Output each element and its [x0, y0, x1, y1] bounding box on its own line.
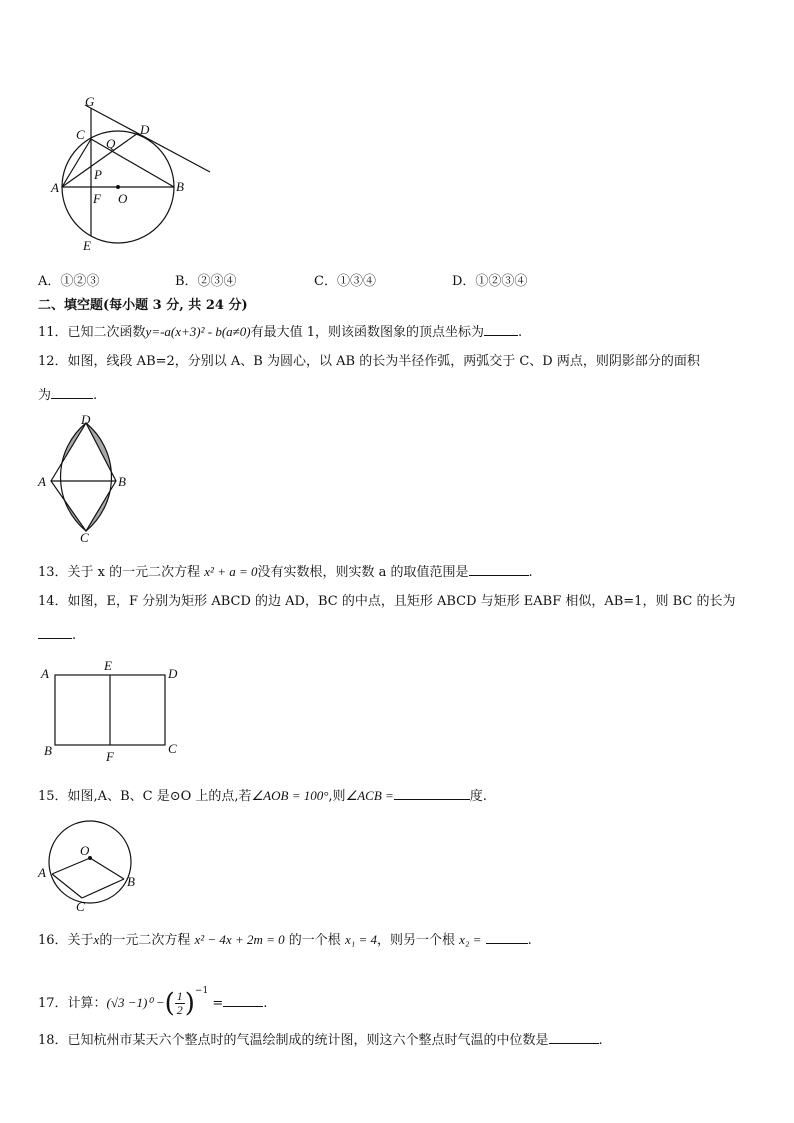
fraction-numerator: 1: [176, 989, 183, 1003]
question-16: 16．关于x的一元二次方程 x² − 4x + 2m = 0 的一个根 x₁ = 4，则另一个根 x₂ = .: [38, 929, 532, 951]
option-a: A．①②③: [38, 274, 100, 289]
option-b: B．②③④: [175, 274, 237, 289]
question-12-line1: 12．如图，线段 AB=2，分别以 A、B 为圆心，以 AB 的长为半径作弧，两弧交于 C、D 两点，则阴影部分的面积: [38, 354, 700, 369]
label-b: B: [118, 474, 126, 489]
question-18: 18．已知杭州市某天六个整点时的气温绘制成的统计图，则这六个整点时气温的中位数是 .: [38, 1029, 603, 1051]
answer-blank[interactable]: [484, 321, 518, 336]
answer-blank[interactable]: [51, 384, 93, 399]
label-e: E: [104, 658, 112, 673]
label-d: D: [81, 414, 91, 427]
question-17: 17．计算：(√3 −1)⁰ −( $\frac{1}{2}$ )$^{-1}$ = .: [38, 986, 268, 1019]
option-d: D．①②③④: [452, 274, 528, 289]
label-f: F: [106, 749, 114, 764]
label-q: Q: [106, 136, 116, 151]
label-o: O: [80, 843, 90, 858]
question-14-line2: .: [38, 624, 76, 646]
label-d: D: [140, 122, 150, 137]
figure-q12: [34, 414, 134, 544]
figure-q14: [34, 655, 194, 765]
label-c: C: [80, 530, 89, 544]
label-o: O: [118, 191, 128, 206]
answer-blank[interactable]: [549, 1029, 599, 1044]
fraction-denominator: 2: [176, 1003, 183, 1017]
figure-q15: [34, 818, 144, 918]
label-g: G: [85, 94, 95, 109]
label-p: P: [94, 167, 102, 182]
label-a: A: [51, 180, 59, 195]
label-c: C: [76, 899, 85, 914]
answer-blank[interactable]: [486, 929, 528, 944]
exponent: −1: [194, 986, 209, 996]
answer-blank[interactable]: [38, 624, 72, 639]
label-f: F: [93, 191, 101, 206]
answer-blank[interactable]: [469, 561, 529, 576]
label-c: C: [168, 741, 177, 756]
label-b: B: [127, 874, 135, 889]
answer-blank[interactable]: [394, 785, 470, 800]
label-e: E: [83, 238, 91, 253]
label-c: C: [76, 127, 85, 142]
question-12-line2: 为 .: [38, 384, 97, 406]
question-13: 13．关于 x 的一元二次方程 x² + a = 0没有实数根，则实数 a 的取值范围是 .: [38, 561, 533, 583]
label-a: A: [41, 666, 49, 681]
label-b: B: [44, 743, 52, 758]
label-b: B: [176, 179, 184, 194]
figure-q10: [45, 90, 220, 255]
label-a: A: [38, 474, 46, 489]
label-d: D: [168, 666, 178, 681]
question-15: 15．如图,A、B、C 是⊙O 上的点,若∠AOB = 100°,则∠ACB = 度.: [38, 785, 487, 807]
answer-blank[interactable]: [223, 992, 263, 1007]
label-a: A: [38, 865, 46, 880]
question-11: 11．已知二次函数y=-a(x+3)² - b(a≠0)有最大值 1，则该函数图象的顶点坐标为 .: [38, 321, 522, 343]
option-c: C．①③④: [314, 274, 376, 289]
question-14-line1: 14．如图，E，F 分别为矩形 ABCD 的边 AD，BC 的中点，且矩形 ABCD 与矩形 EABF 相似，AB=1，则 BC 的长为: [38, 594, 736, 609]
section-heading: 二、填空题(每小题 3 分, 共 24 分): [38, 298, 248, 313]
